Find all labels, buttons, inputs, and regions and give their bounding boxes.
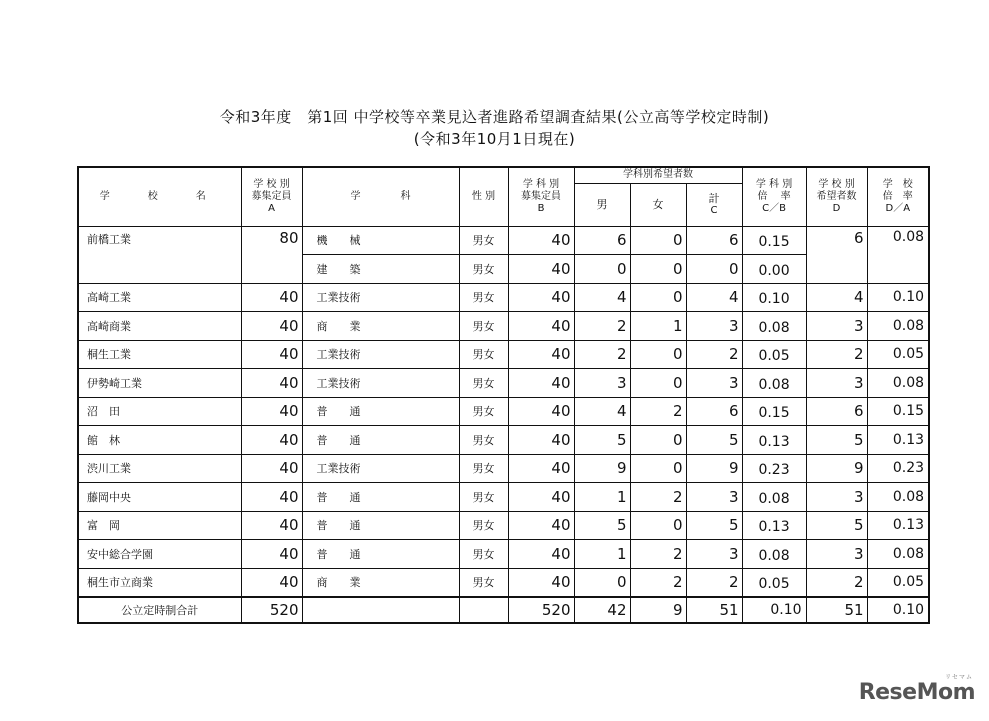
dept-quota: 40 <box>508 511 574 540</box>
department: 機 械 <box>302 226 459 255</box>
dept-quota: 40 <box>508 426 574 455</box>
school-quota: 40 <box>241 369 302 398</box>
female-count: 0 <box>630 255 686 284</box>
table-row <box>78 312 929 341</box>
gender: 男女 <box>459 454 508 483</box>
gender: 男女 <box>459 255 508 284</box>
department: 普 通 <box>302 397 459 426</box>
gender: 男女 <box>459 511 508 540</box>
total-count: 5 <box>686 511 742 540</box>
dept-rate: 0.15 <box>742 226 806 255</box>
female-count: 0 <box>630 340 686 369</box>
total-school-applicants: 51 <box>806 597 867 623</box>
school-rate: 0.15 <box>867 397 929 426</box>
total-dept-rate: 0.10 <box>742 597 806 623</box>
school-name: 沼 田 <box>78 397 241 426</box>
school-applicants: 3 <box>806 540 867 569</box>
gender: 男女 <box>459 283 508 312</box>
department: 工業技術 <box>302 340 459 369</box>
female-count: 1 <box>630 312 686 341</box>
total-dept-quota: 520 <box>508 597 574 623</box>
male-count: 0 <box>574 568 630 597</box>
male-count: 5 <box>574 426 630 455</box>
dept-quota: 40 <box>508 312 574 341</box>
gender: 男女 <box>459 568 508 597</box>
header-school-rate: 学 校 倍 率 D／A <box>867 167 929 226</box>
dept-quota: 40 <box>508 283 574 312</box>
dept-rate: 0.05 <box>742 568 806 597</box>
gender: 男女 <box>459 483 508 512</box>
dept-rate: 0.08 <box>742 312 806 341</box>
female-count: 2 <box>630 397 686 426</box>
table-row <box>78 483 929 512</box>
department: 普 通 <box>302 540 459 569</box>
dept-rate: 0.13 <box>742 426 806 455</box>
total-count: 3 <box>686 312 742 341</box>
school-rate: 0.13 <box>867 426 929 455</box>
school-applicants: 6 <box>806 397 867 426</box>
gender: 男女 <box>459 312 508 341</box>
table-body <box>78 226 929 623</box>
dept-rate: 0.05 <box>742 340 806 369</box>
male-count: 5 <box>574 511 630 540</box>
total-count: 5 <box>686 426 742 455</box>
school-name: 安中総合学園 <box>78 540 241 569</box>
dept-quota: 40 <box>508 568 574 597</box>
total-count: 3 <box>686 483 742 512</box>
gender: 男女 <box>459 540 508 569</box>
department: 工業技術 <box>302 454 459 483</box>
female-count: 0 <box>630 426 686 455</box>
school-quota: 40 <box>241 426 302 455</box>
total-gender-empty <box>459 597 508 623</box>
total-count: 2 <box>686 568 742 597</box>
school-rate: 0.05 <box>867 340 929 369</box>
gender: 男女 <box>459 397 508 426</box>
total-count: 6 <box>686 397 742 426</box>
document-subtitle: (令和3年10月1日現在) <box>413 130 576 148</box>
school-rate: 0.05 <box>867 568 929 597</box>
total-count: 3 <box>686 540 742 569</box>
table-row <box>78 426 929 455</box>
total-school-rate: 0.10 <box>867 597 929 623</box>
table-row <box>78 226 929 255</box>
female-count: 2 <box>630 483 686 512</box>
school-quota: 40 <box>241 283 302 312</box>
male-count: 1 <box>574 483 630 512</box>
school-name: 前橋工業 <box>78 226 241 283</box>
school-rate: 0.08 <box>867 312 929 341</box>
school-name: 渋川工業 <box>78 454 241 483</box>
school-applicants: 2 <box>806 340 867 369</box>
male-count: 6 <box>574 226 630 255</box>
total-row <box>78 597 929 623</box>
male-count: 4 <box>574 283 630 312</box>
school-applicants: 5 <box>806 511 867 540</box>
dept-rate: 0.00 <box>742 255 806 284</box>
document-title: 令和3年度 第1回 中学校等卒業見込者進路希望調査結果(公立高等学校定時制) <box>219 108 770 126</box>
school-applicants: 3 <box>806 483 867 512</box>
header-dept-quota: 学 科 別 募集定員 B <box>508 167 574 226</box>
dept-rate: 0.13 <box>742 511 806 540</box>
school-rate: 0.08 <box>867 483 929 512</box>
department: 商 業 <box>302 568 459 597</box>
total-female: 9 <box>630 597 686 623</box>
total-male: 42 <box>574 597 630 623</box>
header-school-name: 学 校 名 <box>78 167 241 226</box>
dept-rate: 0.08 <box>742 540 806 569</box>
gender: 男女 <box>459 369 508 398</box>
header-applicants-group: 学科別希望者数 <box>574 167 742 183</box>
department: 工業技術 <box>302 283 459 312</box>
male-count: 4 <box>574 397 630 426</box>
table-row <box>78 454 929 483</box>
school-rate: 0.10 <box>867 283 929 312</box>
table-row <box>78 369 929 398</box>
school-name: 伊勢崎工業 <box>78 369 241 398</box>
female-count: 0 <box>630 511 686 540</box>
school-name: 桐生工業 <box>78 340 241 369</box>
female-count: 0 <box>630 369 686 398</box>
male-count: 3 <box>574 369 630 398</box>
male-count: 1 <box>574 540 630 569</box>
table-row <box>78 340 929 369</box>
header-department: 学 科 <box>302 167 459 226</box>
school-rate: 0.08 <box>867 540 929 569</box>
department: 普 通 <box>302 511 459 540</box>
school-applicants: 2 <box>806 568 867 597</box>
dept-quota: 40 <box>508 454 574 483</box>
dept-rate: 0.08 <box>742 483 806 512</box>
school-name: 館 林 <box>78 426 241 455</box>
school-applicants: 6 <box>806 226 867 283</box>
dept-quota: 40 <box>508 340 574 369</box>
dept-quota: 40 <box>508 540 574 569</box>
gender: 男女 <box>459 226 508 255</box>
school-quota: 40 <box>241 397 302 426</box>
header-school-quota: 学 校 別 募集定員 A <box>241 167 302 226</box>
total-count: 6 <box>686 226 742 255</box>
school-quota: 40 <box>241 312 302 341</box>
department: 工業技術 <box>302 369 459 398</box>
school-applicants: 3 <box>806 369 867 398</box>
gender: 男女 <box>459 340 508 369</box>
total-count: 2 <box>686 340 742 369</box>
male-count: 2 <box>574 340 630 369</box>
school-rate: 0.08 <box>867 226 929 283</box>
school-quota: 40 <box>241 540 302 569</box>
male-count: 9 <box>574 454 630 483</box>
school-quota: 40 <box>241 454 302 483</box>
header-dept-rate: 学 科 別 倍 率 C／B <box>742 167 806 226</box>
dept-rate: 0.23 <box>742 454 806 483</box>
female-count: 0 <box>630 226 686 255</box>
school-quota: 40 <box>241 340 302 369</box>
table-row <box>78 397 929 426</box>
school-applicants: 9 <box>806 454 867 483</box>
total-count: 4 <box>686 283 742 312</box>
total-count: 9 <box>686 454 742 483</box>
survey-table <box>77 166 930 624</box>
dept-quota: 40 <box>508 397 574 426</box>
school-name: 桐生市立商業 <box>78 568 241 597</box>
female-count: 2 <box>630 540 686 569</box>
dept-quota: 40 <box>508 226 574 255</box>
school-rate: 0.23 <box>867 454 929 483</box>
table-row <box>78 540 929 569</box>
resemom-watermark-logo: ReseMom リセマム <box>858 674 975 705</box>
school-name: 富 岡 <box>78 511 241 540</box>
school-quota: 40 <box>241 568 302 597</box>
total-count: 3 <box>686 369 742 398</box>
dept-rate: 0.10 <box>742 283 806 312</box>
department: 普 通 <box>302 483 459 512</box>
header-male: 男 <box>574 183 630 226</box>
dept-quota: 40 <box>508 255 574 284</box>
female-count: 2 <box>630 568 686 597</box>
department: 建 築 <box>302 255 459 284</box>
school-rate: 0.08 <box>867 369 929 398</box>
school-name: 藤岡中央 <box>78 483 241 512</box>
header-school-applicants: 学 校 別 希望者数 D <box>806 167 867 226</box>
header-female: 女 <box>630 183 686 226</box>
female-count: 0 <box>630 283 686 312</box>
header-total-c: 計 C <box>686 183 742 226</box>
school-applicants: 3 <box>806 312 867 341</box>
table-header <box>78 167 929 226</box>
school-quota: 40 <box>241 483 302 512</box>
total-total-c: 51 <box>686 597 742 623</box>
male-count: 2 <box>574 312 630 341</box>
total-count: 0 <box>686 255 742 284</box>
total-department-empty <box>302 597 459 623</box>
school-rate: 0.13 <box>867 511 929 540</box>
table-row <box>78 283 929 312</box>
school-name: 高崎商業 <box>78 312 241 341</box>
dept-quota: 40 <box>508 483 574 512</box>
table-row <box>78 511 929 540</box>
female-count: 0 <box>630 454 686 483</box>
school-applicants: 5 <box>806 426 867 455</box>
department: 商 業 <box>302 312 459 341</box>
dept-rate: 0.15 <box>742 397 806 426</box>
school-quota: 80 <box>241 226 302 283</box>
department: 普 通 <box>302 426 459 455</box>
table-row <box>78 568 929 597</box>
dept-rate: 0.08 <box>742 369 806 398</box>
school-quota: 40 <box>241 511 302 540</box>
header-gender: 性 別 <box>459 167 508 226</box>
total-school-quota: 520 <box>241 597 302 623</box>
school-applicants: 4 <box>806 283 867 312</box>
school-name: 高崎工業 <box>78 283 241 312</box>
dept-quota: 40 <box>508 369 574 398</box>
total-label: 公立定時制合計 <box>78 597 241 623</box>
gender: 男女 <box>459 426 508 455</box>
male-count: 0 <box>574 255 630 284</box>
